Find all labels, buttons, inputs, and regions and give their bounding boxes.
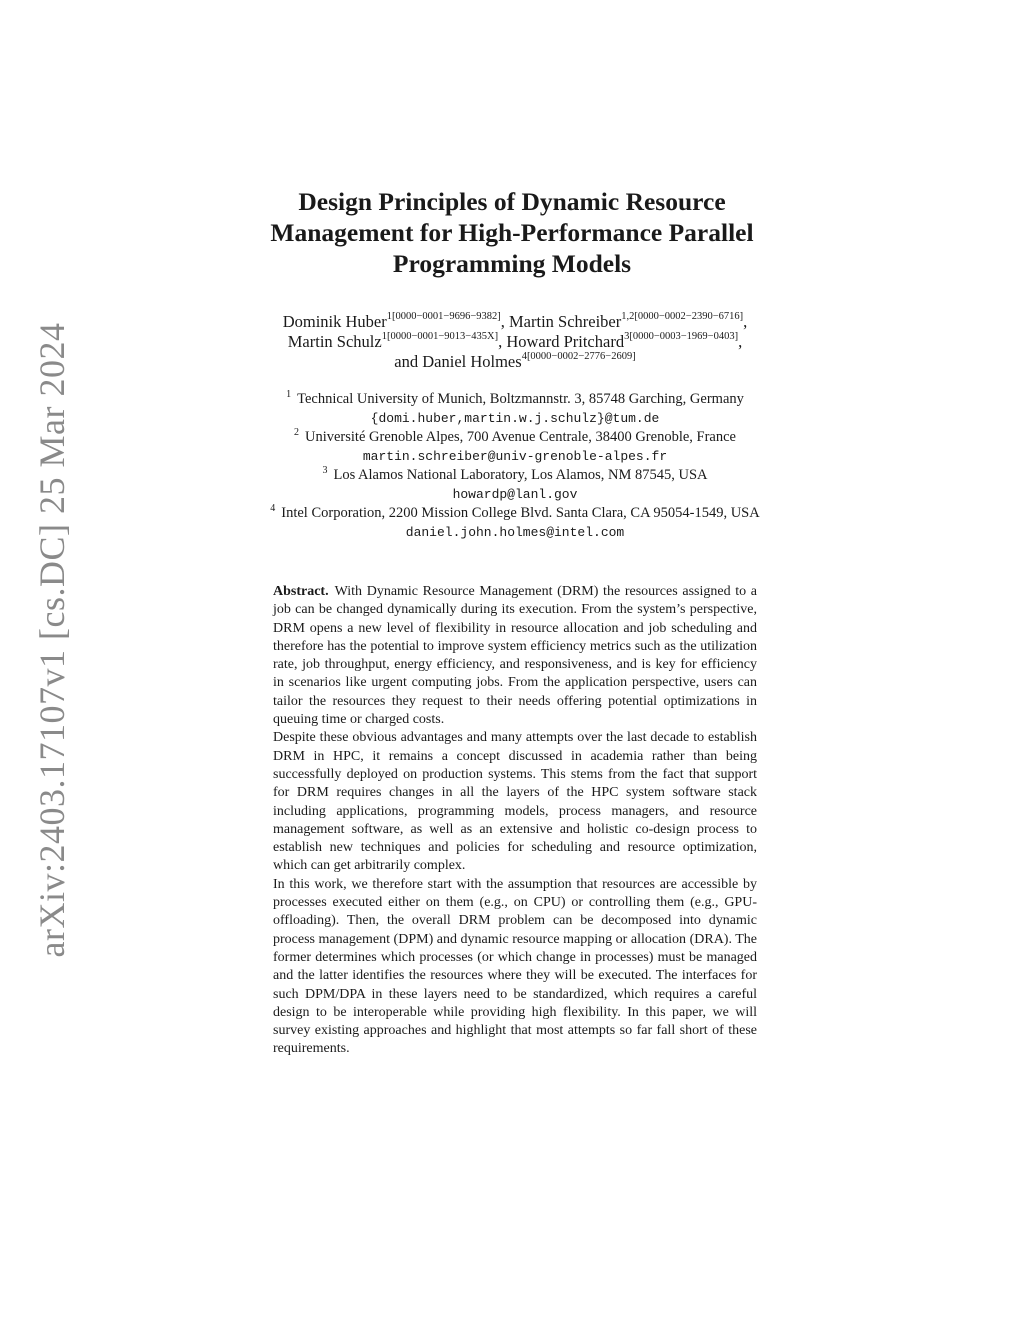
author-name: Martin Schreiber [509,312,622,331]
affiliation-number: 3 [322,465,328,477]
abstract-paragraph: In this work, we therefore start with the assumption that resources are accessible by processes executed either on them (e.g., on CPU) or controlling them (e.g., GPU-offloading). Then, the overall DRM problem can be decomposed into dynamic process management (DPM) and dynamic resource mapping or allocation (DRA). The former determines which processes (or which change in processes) must be managed and the latter identifies the resources where they will be executed. The interfaces for such DPM/DPA in these layers need to be standardized, which requires a careful design to be interoperable while providing high flexibility. In this paper, we will survey existing approaches and highlight that most attempts so far fall short of these requirements. [273,876,757,1057]
author-line [0,352,1024,372]
author-name: Howard Pritchard [506,332,625,351]
affiliation-text: Los Alamos National Laboratory, Los Alamos, NM 87545, USA [333,467,708,483]
author-name: Dominik Huber [282,312,387,331]
title-line: Programming Models [392,249,632,278]
author-orcid: 4[0000−0002−2776−2609] [521,350,636,362]
author-separator: , [500,312,509,331]
affiliation [0,428,1024,447]
affiliation [0,466,1024,485]
author-orcid: 1,2[0000−0002−2390−6716] [621,310,744,322]
arxiv-identifier: arXiv:2403.17107v1 [cs.DC] 25 Mar 2024 [32,322,72,958]
author-separator: , [743,312,748,331]
author-separator: , [738,332,743,351]
paper-title [0,186,1024,279]
title-line: Management for High-Performance Parallel [270,218,754,247]
author-line [0,332,1024,352]
abstract-label: Abstract. [273,584,329,599]
abstract-paragraph: Despite these obvious advantages and many attempts over the last decade to establish DRM in HPC, it remains a concept discussed in academia rather than being successfully deployed on production systems. This stems from the fact that support for DRM requires changes in all the layers of the HPC system software stack including applications, programming models, process managers, and resource management software, as well as an extensive and holistic co-design process to establish new techniques and policies for scheduling and resource optimization, which can get arbitrarily complex. [273,730,757,874]
author-orcid: 3[0000−0003−1969−0403] [624,330,739,342]
affiliation-email-row [0,523,1024,543]
affiliation-email[interactable]: howardp@lanl.gov [452,486,578,502]
affiliation [0,390,1024,409]
abstract [273,583,757,1059]
author-separator: , [498,332,507,351]
affiliation-email-row [0,409,1024,429]
affiliation-text: Technical University of Munich, Boltzmannstr. 3, 85748 Garching, Germany [297,391,744,407]
affiliation-email[interactable]: martin.schreiber@univ-grenoble-alpes.fr [362,448,668,464]
author-line [0,312,1024,332]
affiliation-list [0,390,1024,542]
author-orcid: 1[0000−0001−9013−435X] [381,330,499,342]
affiliation-email[interactable]: daniel.john.holmes@intel.com [405,524,625,540]
affiliation-email-row [0,447,1024,467]
affiliation-text: Université Grenoble Alpes, 700 Avenue Centrale, 38400 Grenoble, France [305,429,736,445]
abstract-paragraph [273,583,757,729]
affiliation-number: 1 [286,389,292,401]
title-line: Design Principles of Dynamic Resource [298,187,726,216]
abstract-text: With Dynamic Resource Management (DRM) the resources assigned to a job can be changed dynamically during its execution. From the system’s perspective, DRM opens a new level of flexibility in resource allocation and job scheduling and therefore has the potential to improve system efficiency metrics such as the utilization rate, job throughput, energy efficiency, and responsiveness, and is key for efficiency in scenarios like urgent computing jobs. From the application perspective, users can tailor the resources they request to their needs offering potential optimizations in queuing time or charged costs. [273,584,757,728]
author-orcid: 1[0000−0001−9696−9382] [386,310,501,322]
affiliation [0,504,1024,523]
author-name: Martin Schulz [287,332,382,351]
affiliation-email-row [0,485,1024,505]
author-name: and Daniel Holmes [394,352,522,371]
affiliation-number: 2 [294,427,299,439]
affiliation-number: 4 [270,503,276,515]
author-list [0,312,1024,372]
affiliation-email[interactable]: {domi.huber,martin.w.j.schulz}@tum.de [370,410,660,426]
affiliation-text: Intel Corporation, 2200 Mission College Blvd. Santa Clara, CA 95054-1549, USA [281,505,760,521]
